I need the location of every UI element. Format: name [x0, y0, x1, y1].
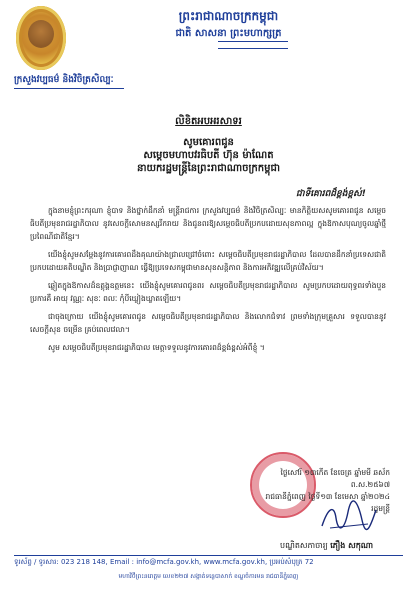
- letter-body: [30, 204, 386, 359]
- document-type: លិខិតអបអរសាទរ: [175, 116, 242, 127]
- handwritten-signature: [318, 498, 378, 534]
- recipient-name: សម្តេចមហាបវរធិបតី ហ៊ុន ម៉ាណែត: [143, 150, 274, 161]
- paragraph: ជាចុងក្រោយ យើងខ្ញុំសូមគោរពជូន សម្តេចធិបតីប្រមុខរាជរដ្ឋាភិបាល និងលោកជំទាវ ព្រមទាំងក្រុមគ្រួសារ ទទួលបាននូវសេចក្តីសុខ ចម្រើន គ្រប់ពេលវេលា។: [30, 312, 386, 334]
- footer-address: មហាវិថីព្រះនរោត្តម លេខ២២៧ សង្កាត់ទន្លេបាសាក់ ខណ្ឌចំការមន រាជធានីភ្នំពេញ: [118, 573, 299, 580]
- phone-label: ទូរស័ព្ទ / ទូរសារ:: [14, 558, 59, 566]
- recipient-title: នាយករដ្ឋមន្ត្រីនៃព្រះរាជាណាចក្រកម្ពុជា: [137, 163, 280, 174]
- ministry-name: ក្រសួងវប្បធម៌ និងវិចិត្រសិល្បៈ: [14, 75, 114, 85]
- signer-name: ភឿង សកុណា: [330, 541, 374, 550]
- lunar-date: ថ្ងៃសៅរ៍ ១៣កើត ខែចេត្រ ឆ្នាំមមី ឆស័ក ព.ស.២៥៦៧: [280, 468, 390, 489]
- footer-divider: [14, 555, 403, 556]
- national-motto: ជាតិ សាសនា ព្រះមហាក្សត្រ: [175, 28, 282, 39]
- website: www.mcfa.gov.kh: [203, 558, 265, 566]
- email-label: Email :: [109, 558, 134, 566]
- footer-contacts: ទូរស័ព្ទ / ទូរសារ: 023 218 148, Email : info@mcfa.gov.kh, www.mcfa.gov.kh, ប្រអប់សំបុត្រ 72: [14, 558, 314, 566]
- paragraph: ក្នុងនាមខ្ញុំព្រះករុណា ខ្ញុំបាទ និងថ្នាក់ដឹកនាំ មន្ត្រីរាជការ ក្រសួងវប្បធម៌ និងវិចិត្រសិល្បៈ មានកិត្តិយសសូមគោរពជូន សម្តេចធិបតីប្រមុខរាជរដ្ឋាភិបាល នូវសេចក្តីសោមនស្សរីករាយ និងជូនពរឱ្យសម្តេចធិបតីប្រកបដោយសុខភាពល្អ ក្នុងឱកាសបុណ្យចូលឆ្នាំថ្មីប្រពៃណីជាតិខ្មែរ។: [30, 206, 386, 241]
- gregorian-date: រាជធានីភ្នំពេញ ថ្ងៃទី១៣ ខែមេសា ឆ្នាំ២០២៤: [265, 492, 390, 501]
- ministry-underline: [14, 88, 124, 89]
- pobox-label: ប្រអប់សំបុត្រ: [269, 558, 303, 566]
- paragraph: យើងខ្ញុំសូមសម្តែងនូវការគោរពដឹងគុណយ៉ាងជ្រាលជ្រៅចំពោះ សម្តេចធិបតីប្រមុខរាជរដ្ឋាភិបាល ដែលបានដឹកនាំប្រទេសជាតិប្រកបដោយគតិបណ្ឌិត និងប្រាជ្ញាញាណ ធ្វើឱ្យប្រទេសកម្ពុជាមានសុខសន្តិភាព និងការអភិវឌ្ឍលើគ្រប់វិស័យ។: [30, 250, 386, 272]
- paragraph: ឆ្លៀតក្នុងឱកាសដ៏ឧត្តុង្គឧត្តមនេះ យើងខ្ញុំសូមគោរពជូនពរ សម្តេចធិបតីប្រមុខរាជរដ្ឋាភិបាល សូមប្រកបដោយពុទ្ធពរទាំងបួនប្រការគឺ អាយុ វណ្ណៈ សុខៈ ពលៈ កុំបីឃ្លៀងឃ្លាតឡើយ។: [30, 281, 386, 303]
- salutation-line: សូមគោរពជូន: [183, 137, 234, 148]
- signer-line: [280, 540, 373, 552]
- paragraph: សូម សម្តេចធិបតីប្រមុខរាជរដ្ឋាភិបាល មេត្តាទទួលនូវការគោរពដ៏ខ្ពង់ខ្ពស់អំពីខ្ញុំ ។: [48, 343, 265, 352]
- pobox-number: 72: [304, 558, 314, 566]
- salutation-block: [0, 136, 417, 175]
- email-address: info@mcfa.gov.kh: [136, 558, 200, 566]
- signer-prefix: បណ្ឌិតសភាចារ្យ: [280, 541, 328, 550]
- motto-ornament: [218, 41, 288, 49]
- greeting: ជាទីគោរពដ៏ខ្ពង់ខ្ពស់!: [296, 189, 366, 199]
- kingdom-heading: ព្រះរាជាណាចក្រកម្ពុជា: [178, 9, 279, 23]
- phone-number: 023 218 148: [60, 558, 106, 566]
- signer-role: រដ្ឋមន្ត្រី: [371, 504, 390, 513]
